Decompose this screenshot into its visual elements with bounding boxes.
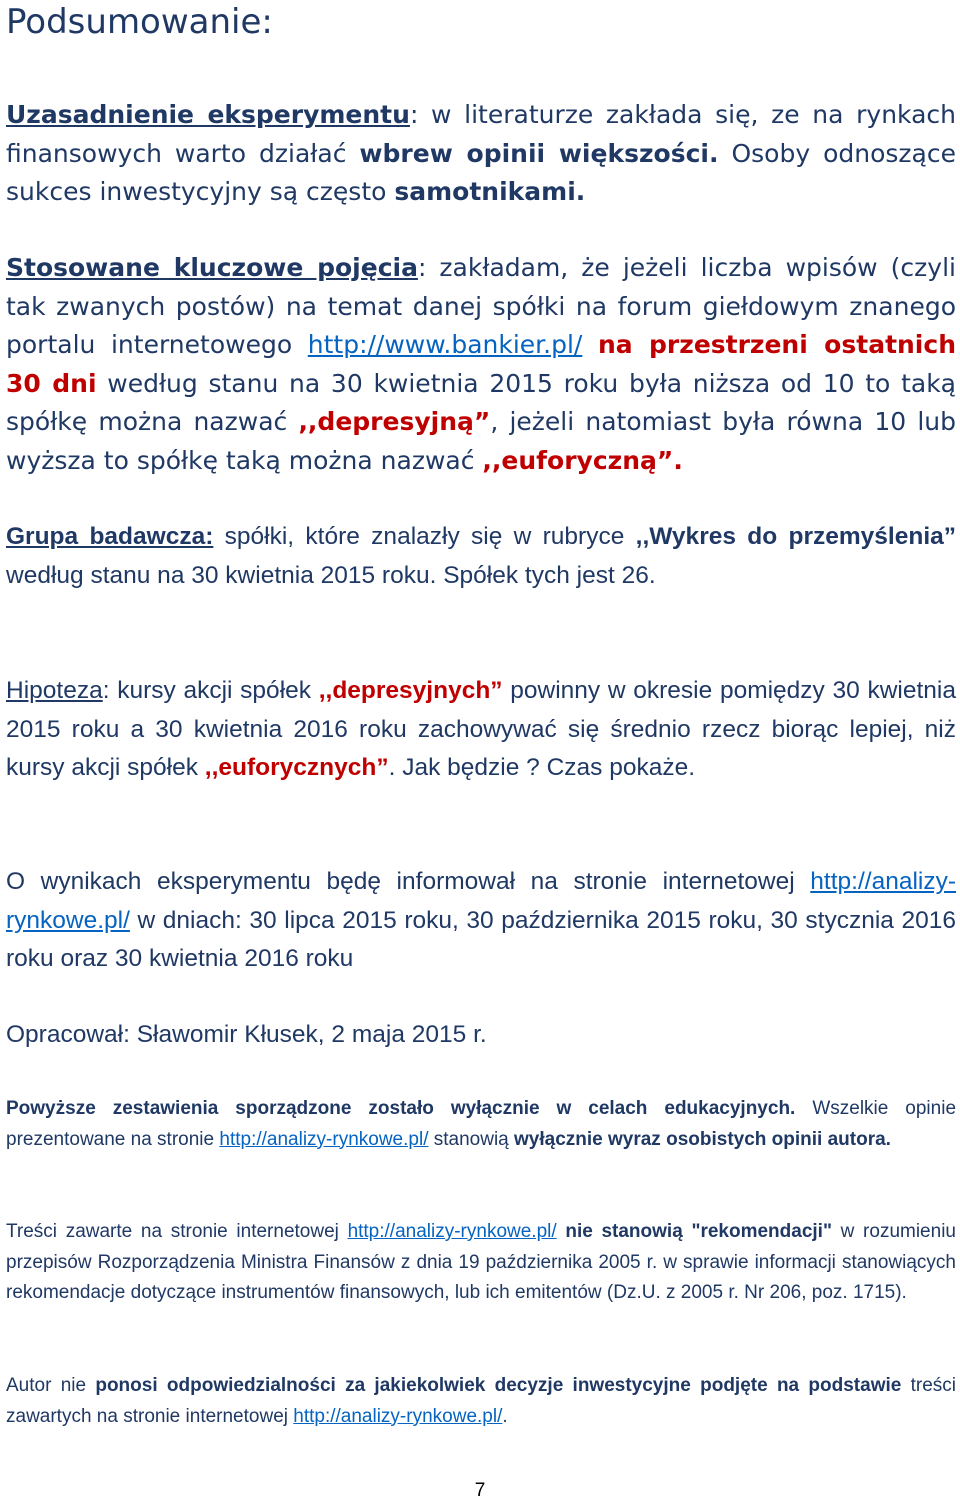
disclaimer-education-text-1: Wszelkie opinie prezentowane na stronie: [6, 1098, 957, 1150]
paragraph-results-info: [6, 863, 956, 979]
paragraph-justification: [6, 96, 956, 212]
page-title: Podsumowanie:: [6, 2, 273, 42]
page-number: 7: [474, 1480, 486, 1501]
analizy-rynkowe-link[interactable]: http://analizy-rynkowe.pl/: [6, 868, 956, 934]
disclaimer-education: [6, 1094, 956, 1155]
key-concepts-text-2: według stanu na 30 kwietnia 2015 roku była niższa od 10 to taką spółkę można nazwać: [6, 368, 956, 436]
results-text-2: w dniach: 30 lipca 2015 roku, 30 października 2015 roku, 30 stycznia 2016 roku oraz 30 kwietnia 2016 roku: [6, 906, 956, 972]
key-concepts-red-1: na przestrzeni ostatnich 30 dni: [6, 330, 956, 398]
key-concepts-red-3: ,,euforyczną”.: [482, 445, 683, 475]
disclaimer-education-text-2: stanowią: [428, 1128, 515, 1150]
hypothesis-red-1: ,,depresyjnych”: [318, 677, 503, 704]
hypothesis-label: Hipoteza: [6, 677, 103, 704]
disclaimer-liability-text-1: Autor nie: [6, 1375, 96, 1396]
disclaimer-liability-text-2: treści zawartych na stronie internetowej: [6, 1375, 956, 1427]
disclaimer-recommendation-bold: nie stanowią "rekomendacji": [565, 1221, 832, 1242]
disclaimer-recommendation-text-2: w rozumieniu przepisów Rozporządzenia Ministra Finansów z dnia 19 października 2005 r. w sprawie informacji stanowiących rekomendacje dotyczące instrumentów finansowych, lub ich emitentów (Dz.U. z 2005 r. Nr 206, poz. 1715).: [6, 1221, 956, 1303]
research-group-text-1: spółki, które znalazły się w rubryce: [213, 523, 636, 550]
justification-label: Uzasadnienie eksperymentu: [6, 100, 410, 129]
research-group-text-2: według stanu na 30 kwietnia 2015 roku. Spółek tych jest 26.: [6, 561, 656, 589]
disclaimer-recommendation: [6, 1217, 956, 1309]
research-group-label: Grupa badawcza:: [6, 523, 214, 550]
disclaimer-liability-link[interactable]: http://analizy-rynkowe.pl/: [293, 1405, 503, 1427]
hypothesis-text-3: . Jak będzie ? Czas pokaże.: [388, 754, 696, 781]
results-text-1: O wynikach eksperymentu będę informował na stronie internetowej: [6, 868, 811, 895]
hypothesis-text-1: : kursy akcji spółek: [102, 677, 319, 704]
paragraph-hypothesis: [6, 672, 956, 788]
bankier-link[interactable]: http://www.bankier.pl/: [307, 330, 583, 359]
key-concepts-red-2: ,,depresyjną”: [298, 407, 491, 436]
hypothesis-text-2: powinny w okresie pomiędzy 30 kwietnia 2015 roku a 30 kwietnia 2016 roku zachowywać się średnio rzecz biorąc lepiej, niż kursy akcji spółek: [6, 677, 956, 781]
disclaimer-liability-bold: ponosi odpowiedzialności za jakiekolwiek decyzje inwestycyjne podjęte na podstawie: [95, 1375, 902, 1396]
disclaimer-liability: [6, 1371, 956, 1432]
justification-bold-1: wbrew opinii większości.: [359, 138, 719, 168]
disclaimer-education-link[interactable]: http://analizy-rynkowe.pl/: [219, 1128, 429, 1150]
paragraph-key-concepts: [6, 249, 956, 480]
author-line: Opracował: Sławomir Kłusek, 2 maja 2015 r.: [6, 1021, 487, 1048]
key-concepts-text-1: : zakładam, że jeżeli liczba wpisów (czyli tak zwanych postów) na temat danej spółki na forum giełdowym znanego portalu internetowego: [6, 253, 956, 359]
disclaimer-recommendation-text-1: Treści zawarte na stronie internetowej: [6, 1221, 348, 1242]
disclaimer-liability-text-3: .: [502, 1405, 508, 1427]
disclaimer-education-bold-1: Powyższe zestawienia sporządzone zostało wyłącznie w celach edukacyjnych.: [6, 1098, 796, 1119]
key-concepts-text-3: , jeżeli natomiast była równa 10 lub wyższa to spółkę taką można nazwać: [6, 407, 956, 475]
justification-text-2: Osoby odnoszące sukces inwestycyjny są często: [6, 138, 956, 206]
disclaimer-education-bold-2: wyłącznie wyraz osobistych opinii autora.: [514, 1128, 891, 1150]
justification-text-1: : w literaturze zakłada się, ze na rynkach finansowych warto działać: [6, 100, 956, 168]
hypothesis-red-2: ,,euforycznych”: [204, 754, 389, 781]
justification-bold-2: samotnikami.: [394, 177, 586, 206]
research-group-bold: ,,Wykres do przemyślenia”: [635, 523, 957, 550]
disclaimer-recommendation-link[interactable]: http://analizy-rynkowe.pl/: [347, 1221, 557, 1242]
key-concepts-label: Stosowane kluczowe pojęcia: [6, 253, 418, 282]
paragraph-research-group: [6, 518, 956, 595]
